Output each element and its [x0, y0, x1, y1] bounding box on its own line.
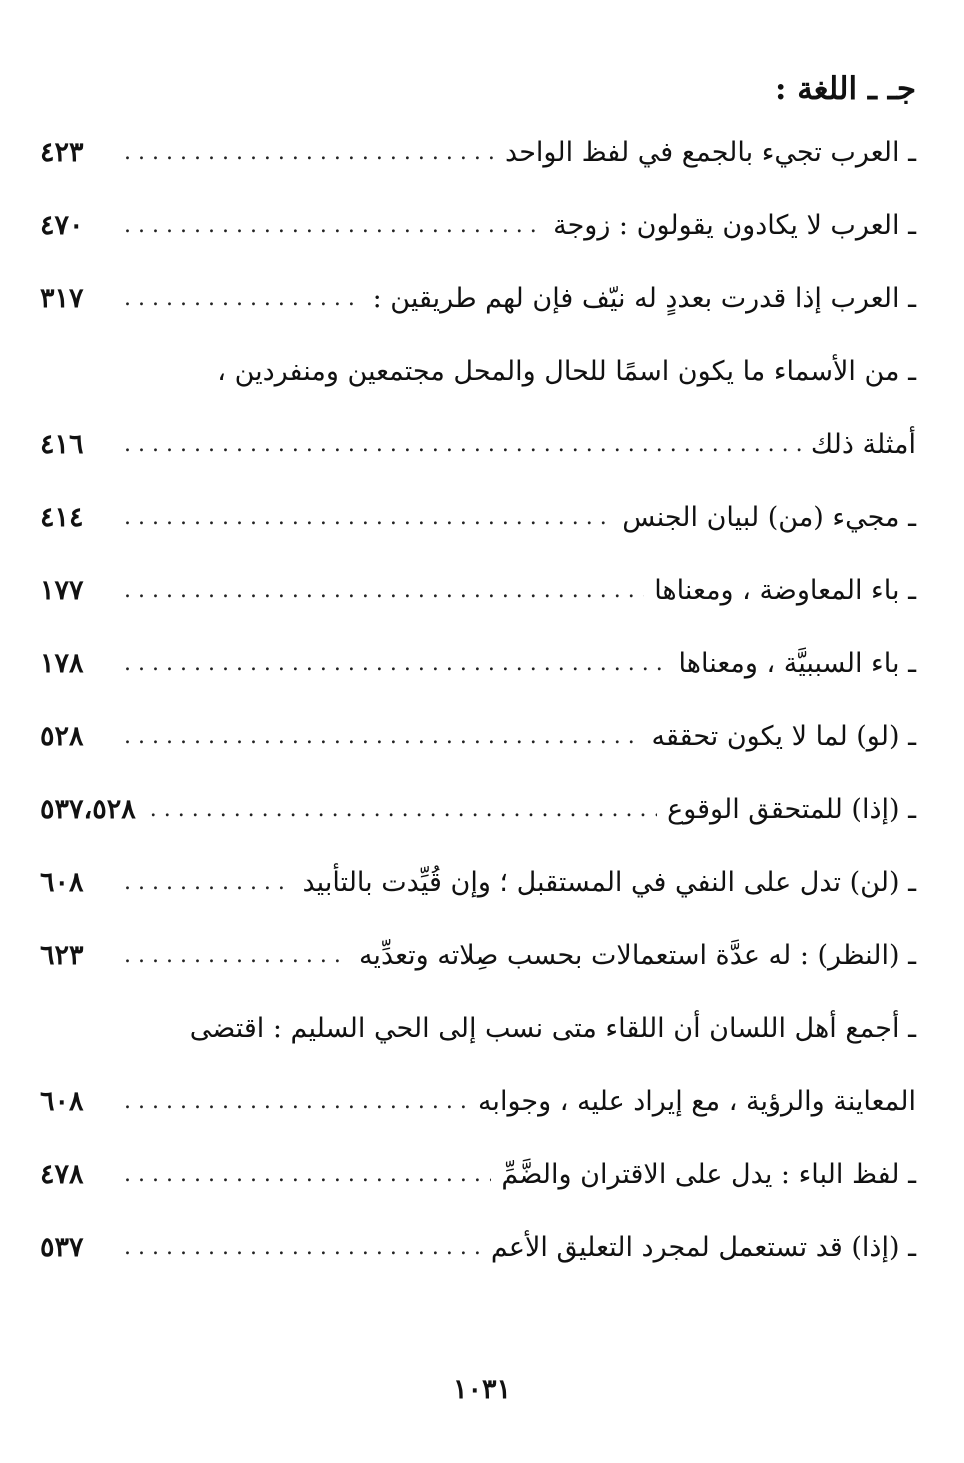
- entry-text: ـ مجيء (من) لبيان الجنس: [622, 502, 916, 533]
- entry-text: ـ باء المعاوضة ، ومعناها: [654, 575, 916, 606]
- dot-leader: [124, 1162, 491, 1187]
- entry-first-line: ـ من الأسماء ما يكون اسمًا للحال والمحل مجتمعين ومنفردين ،: [217, 356, 916, 387]
- entry-text: ـ (النظر) : له عدَّة استعمالات بحسب صِلاته وتعدِّيه: [358, 940, 916, 971]
- dot-leader: [124, 651, 669, 676]
- entry-page-number: ١٧٧: [40, 575, 84, 606]
- section-heading: جـ ـ اللغة :: [774, 71, 916, 107]
- entry-page-number: ١٧٨: [40, 648, 84, 679]
- entry-page-number: ٦٠٨: [40, 867, 84, 898]
- dot-leader: [124, 1235, 481, 1260]
- dot-leader: [124, 432, 801, 457]
- entry-page-number: ٦٠٨: [40, 1086, 84, 1117]
- dot-leader: [150, 797, 657, 822]
- index-page: [40, 62, 916, 1284]
- index-entry: [40, 1138, 916, 1211]
- index-entry: [40, 262, 916, 335]
- dot-leader: [124, 140, 495, 165]
- dot-leader: [124, 943, 349, 968]
- entry-page-number: ٤١٦: [40, 429, 84, 460]
- dot-leader: [124, 286, 363, 311]
- entry-page-number: ٤١٤: [40, 502, 84, 533]
- index-entry: [40, 116, 916, 189]
- dot-leader: [124, 724, 642, 749]
- entry-text: ـ العرب لا يكادون يقولون : زوجة: [553, 210, 916, 241]
- dot-leader: [124, 1089, 468, 1114]
- entry-page-number: ٤٧٠: [40, 210, 84, 241]
- page-number: ١٠٣١: [452, 1374, 511, 1405]
- entry-text: ـ (لو) لما لا يكون تحققه: [651, 721, 916, 752]
- index-entry-multiline: [40, 992, 916, 1138]
- index-entry: [40, 481, 916, 554]
- index-entry: [40, 700, 916, 773]
- entry-page-number: ٥٣٧: [40, 1232, 84, 1263]
- entry-text: ـ (لن) تدل على النفي في المستقبل ؛ وإن قُيِّدت بالتأبيد: [302, 867, 916, 898]
- dot-leader: [124, 505, 612, 530]
- entry-text: ـ لفظ الباء : يدل على الاقتران والضَّمِّ: [501, 1159, 916, 1190]
- index-entry: [40, 846, 916, 919]
- entry-text: ـ العرب إذا قدرت بعددٍ له نيّف فإن لهم طريقين :: [372, 283, 916, 314]
- index-entry: [40, 919, 916, 992]
- entry-text: المعاينة والرؤية ، مع إيراد عليه ، وجوابه: [477, 1086, 916, 1117]
- dot-leader: [124, 870, 293, 895]
- entry-page-number: ٦٢٣: [40, 940, 84, 971]
- entry-page-number: ٥٢٨: [40, 721, 84, 752]
- index-entry: [40, 1211, 916, 1284]
- entry-page-number: ٤٧٨: [40, 1159, 84, 1190]
- entry-text: ـ العرب تجيء بالجمع في لفظ الواحد: [505, 137, 916, 168]
- index-entry-multiline: [40, 335, 916, 481]
- entry-text: ـ (إذا) قد تستعمل لمجرد التعليق الأعم: [490, 1232, 916, 1263]
- entry-text: ـ باء السببيَّة ، ومعناها: [678, 648, 916, 679]
- index-entry: [40, 627, 916, 700]
- entry-page-number: ٣١٧: [40, 283, 84, 314]
- index-entry: [40, 189, 916, 262]
- entry-first-line: ـ أجمع أهل اللسان أن اللقاء متى نسب إلى الحي السليم : اقتضى: [189, 1013, 916, 1044]
- index-entry: [40, 554, 916, 627]
- entry-page-number: ٤٢٣: [40, 137, 84, 168]
- entry-text: أمثلة ذلك: [810, 429, 916, 460]
- entry-page-number: ٥٣٧،٥٢٨: [40, 794, 136, 825]
- dot-leader: [124, 213, 543, 238]
- entry-text: ـ (إذا) للمتحقق الوقوع: [667, 794, 916, 825]
- index-entry: [40, 773, 916, 846]
- dot-leader: [124, 578, 644, 603]
